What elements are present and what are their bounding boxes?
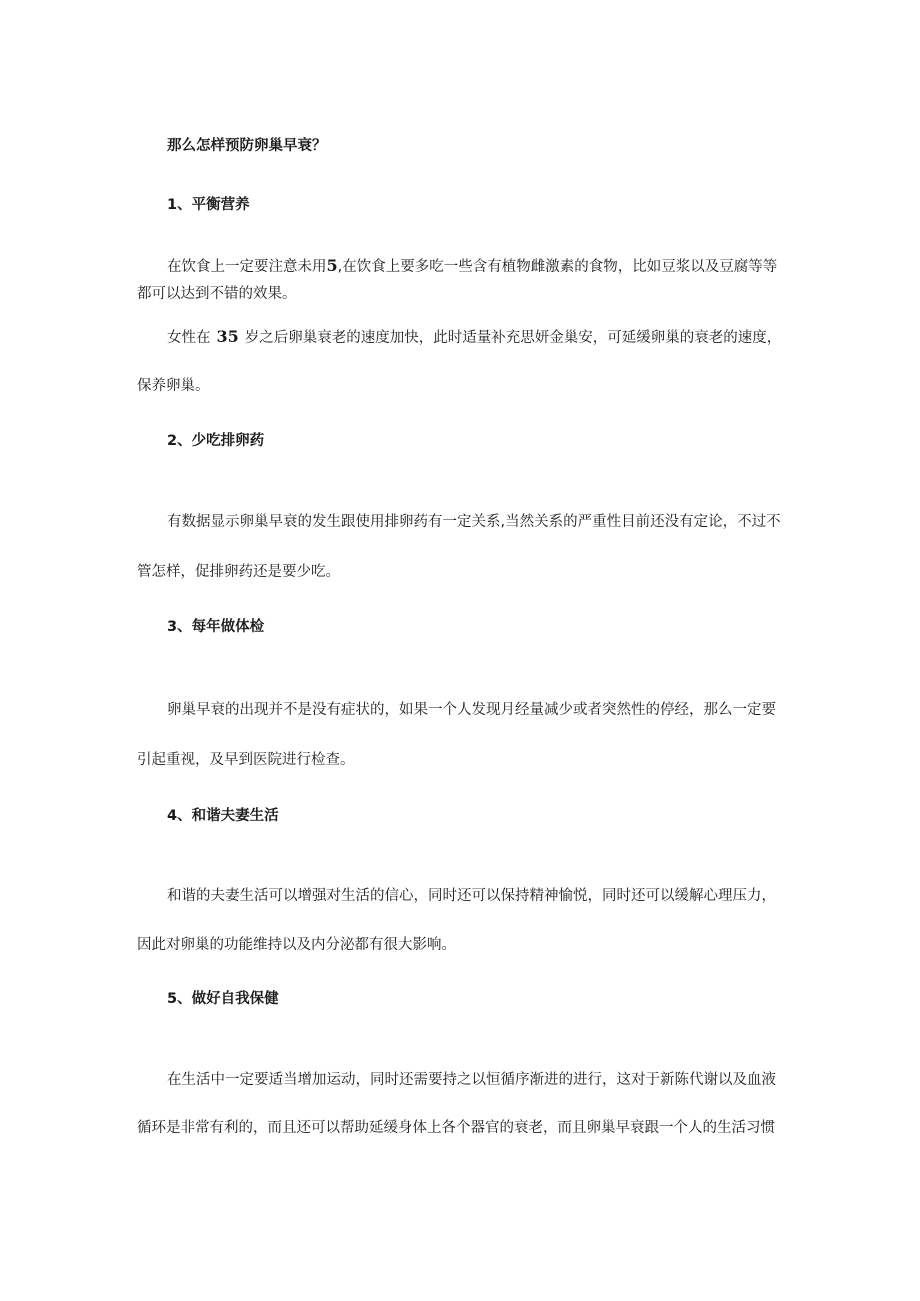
- document-title: 那么怎样预防卵巢早衰？: [167, 138, 327, 154]
- paragraph-line: 有数据显示卵巢早衰的发生跟使用排卵药有一定关系,当然关系的严重性目前还没有定论，不过不: [167, 514, 781, 530]
- paragraph-line: [167, 327, 781, 348]
- section-heading-4: 4、和谐夫妻生活: [167, 808, 279, 824]
- paragraph-line: 循环是非常有利的，而且还可以帮助延缓身体上各个器官的衰老，而且卵巢早衰跟一个人的生活习惯: [137, 1120, 775, 1136]
- text-run: 女性在: [167, 330, 211, 346]
- section-heading-3: 3、每年做体检: [167, 619, 265, 635]
- section-heading-5: 5、做好自我保健: [167, 991, 279, 1007]
- paragraph-line: 管怎样，促排卵药还是要少吃。: [137, 564, 340, 580]
- paragraph-line: 都可以达到不错的效果。: [137, 286, 297, 302]
- paragraph-line: 卵巢早衰的出现并不是没有症状的，如果一个人发现月经量减少或者突然性的停经，那么一定要: [167, 702, 776, 718]
- section-heading-2: 2、少吃排卵药: [167, 433, 265, 449]
- paragraph-line: [167, 256, 777, 277]
- number-run: 35: [216, 327, 239, 346]
- paragraph-line: 和谐的夫妻生活可以增强对生活的信心，同时还可以保持精神愉悦，同时还可以缓解心理压力，: [167, 888, 776, 904]
- paragraph-line: 保养卵巢。: [137, 378, 210, 394]
- number-run: 5: [326, 256, 338, 275]
- paragraph-line: 因此对卵巢的功能维持以及内分泌都有很大影响。: [137, 937, 456, 953]
- text-run: 岁之后卵巢衰老的速度加快，此时适量补充思妍金巢安，可延缓卵巢的衰老的速度，: [244, 330, 782, 346]
- text-run: ,在饮食上要多吃一些含有植物雌激素的食物，比如豆浆以及豆腐等等: [337, 259, 778, 275]
- paragraph-line: 在生活中一定要适当增加运动，同时还需要持之以恒循序渐进的进行，这对于新陈代谢以及血液: [167, 1072, 776, 1088]
- paragraph-line: 引起重视，及早到医院进行检查。: [137, 752, 355, 768]
- section-heading-1: 1、平衡营养: [167, 197, 250, 213]
- text-run: 在饮食上一定要注意未用: [167, 259, 327, 275]
